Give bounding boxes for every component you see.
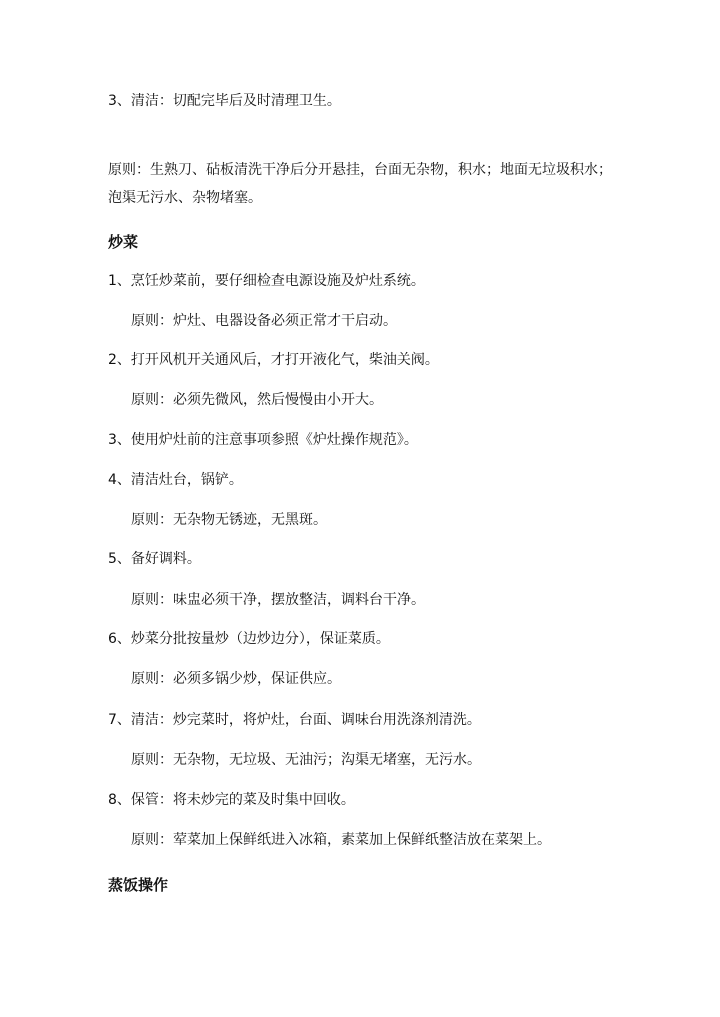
step-clean-cutting: 3、清洁：切配完毕后及时清理卫生。: [108, 93, 341, 109]
step-2-ventilation: 2、打开风机开关通风后，才打开液化气，柴油关阀。: [108, 352, 439, 368]
principle-2: 原则：必须先微风，然后慢慢由小开大。: [131, 392, 383, 408]
principle-7: 原则：无杂物，无垃圾、无油污；沟渠无堵塞，无污水。: [131, 752, 481, 768]
step-6-batch-cooking: 6、炒菜分批按量炒（边炒边分），保证菜质。: [108, 631, 390, 647]
principle-1: 原则：炉灶、电器设备必须正常才干启动。: [131, 313, 397, 329]
principle-4: 原则：无杂物无锈迹，无黑斑。: [131, 512, 327, 528]
step-1-check-equipment: 1、烹饪炒菜前，要仔细检查电源设施及炉灶系统。: [108, 273, 425, 289]
step-3-stove-precautions: 3、使用炉灶前的注意事项参照《炉灶操作规范》。: [108, 432, 418, 448]
section-heading-steamed-rice: 蒸饭操作: [108, 876, 169, 894]
principle-8: 原则：荤菜加上保鲜纸进入冰箱，素菜加上保鲜纸整洁放在菜架上。: [131, 832, 551, 848]
step-5-prepare-seasoning: 5、备好调料。: [108, 551, 201, 567]
principle-6: 原则：必须多锅少炒，保证供应。: [131, 671, 341, 687]
section-heading-stir-fry: 炒菜: [108, 233, 139, 251]
step-8-storage: 8、保管：将未炒完的菜及时集中回收。: [108, 792, 355, 808]
principle-5: 原则：味盅必须干净，摆放整洁，调料台干净。: [131, 592, 425, 608]
step-7-cleaning: 7、清洁：炒完菜时，将炉灶，台面、调味台用洗涤剂清洗。: [108, 712, 481, 728]
principle-cutting-hygiene: 原则：生熟刀、砧板清洗干净后分开悬挂，台面无杂物，积水；地面无垃圾积水；泡渠无污水、杂物堵塞。: [108, 162, 612, 206]
step-4-clean-stove: 4、清洁灶台，锅铲。: [108, 472, 243, 488]
